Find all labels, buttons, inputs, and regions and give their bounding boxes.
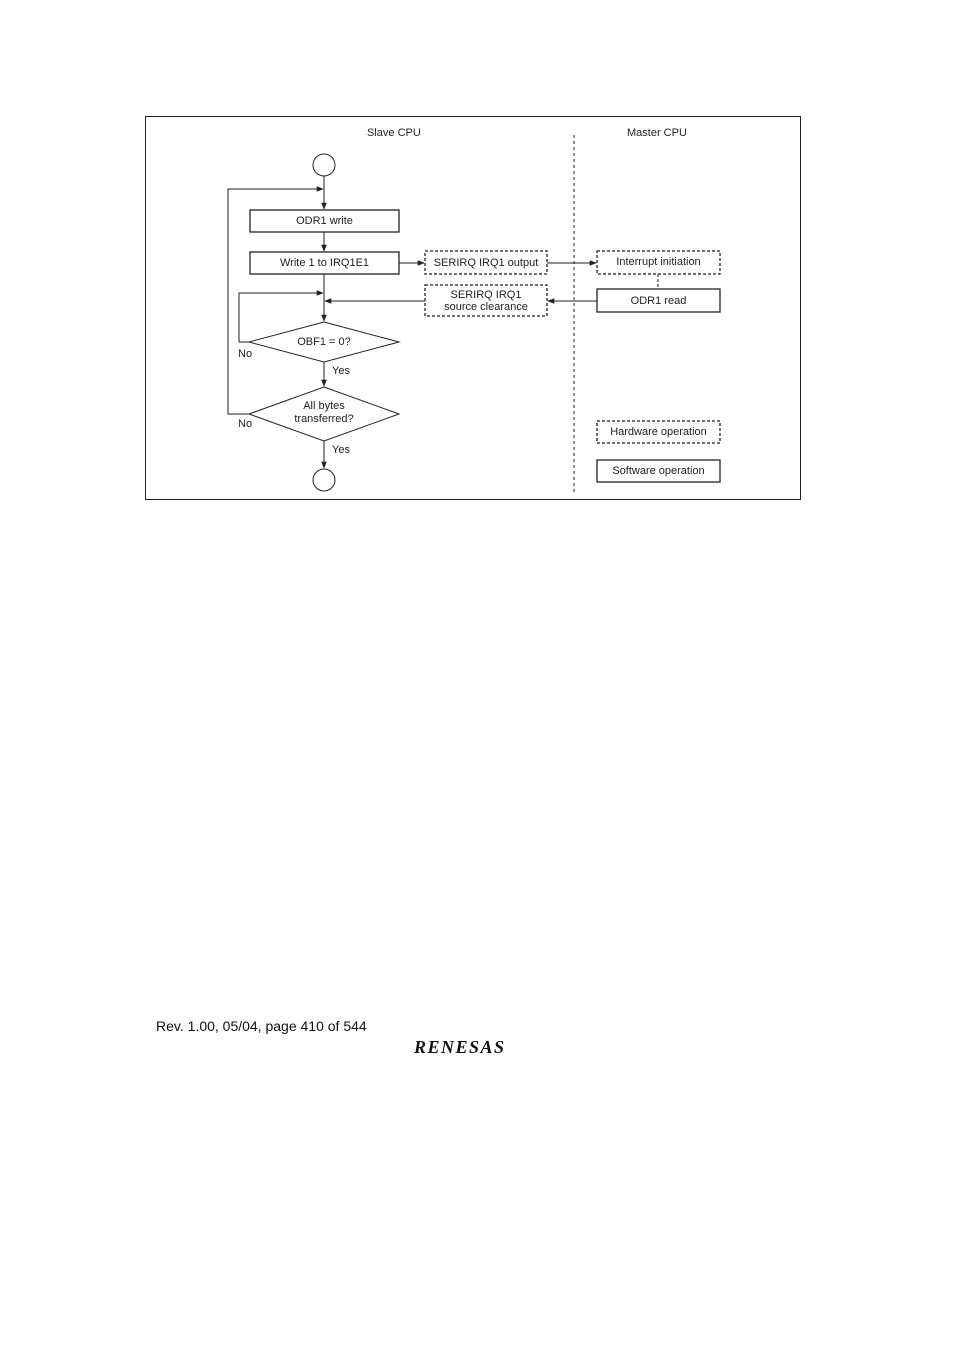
interrupt-initiation-label: Interrupt initiation	[616, 256, 701, 268]
legend-hardware-label: Hardware operation	[610, 426, 707, 438]
all-bytes-no-label: No	[238, 418, 253, 430]
renesas-logo	[414, 1036, 536, 1058]
end-terminal	[313, 469, 335, 491]
odr1-read-label: ODR1 read	[630, 295, 687, 307]
logo-text: RENESAS	[414, 1037, 506, 1057]
odr1-write-label: ODR1 write	[296, 215, 353, 227]
start-terminal	[313, 154, 335, 176]
serirq-output-label: SERIRQ IRQ1 output	[433, 257, 539, 269]
obf1-yes-label: Yes	[332, 365, 350, 377]
all-bytes-yes-label: Yes	[332, 444, 350, 456]
flowchart-figure	[145, 116, 801, 500]
legend-software-label: Software operation	[612, 465, 705, 477]
obf1-no-label: No	[238, 348, 253, 360]
serirq-clear-label-1: SERIRQ IRQ1	[450, 289, 522, 301]
all-bytes-label-2: transferred?	[294, 413, 354, 425]
loop-obf1-no	[239, 293, 323, 342]
lane-slave-cpu: Slave CPU	[367, 127, 421, 139]
all-bytes-label-1: All bytes	[303, 400, 345, 412]
serirq-clear-label-2: source clearance	[444, 301, 528, 313]
lane-master-cpu: Master CPU	[627, 127, 687, 139]
obf1-decision-label: OBF1 = 0?	[297, 336, 351, 348]
write-irq1e1-label: Write 1 to IRQ1E1	[279, 257, 370, 269]
page-reference: Rev. 1.00, 05/04, page 410 of 544	[156, 1018, 367, 1034]
